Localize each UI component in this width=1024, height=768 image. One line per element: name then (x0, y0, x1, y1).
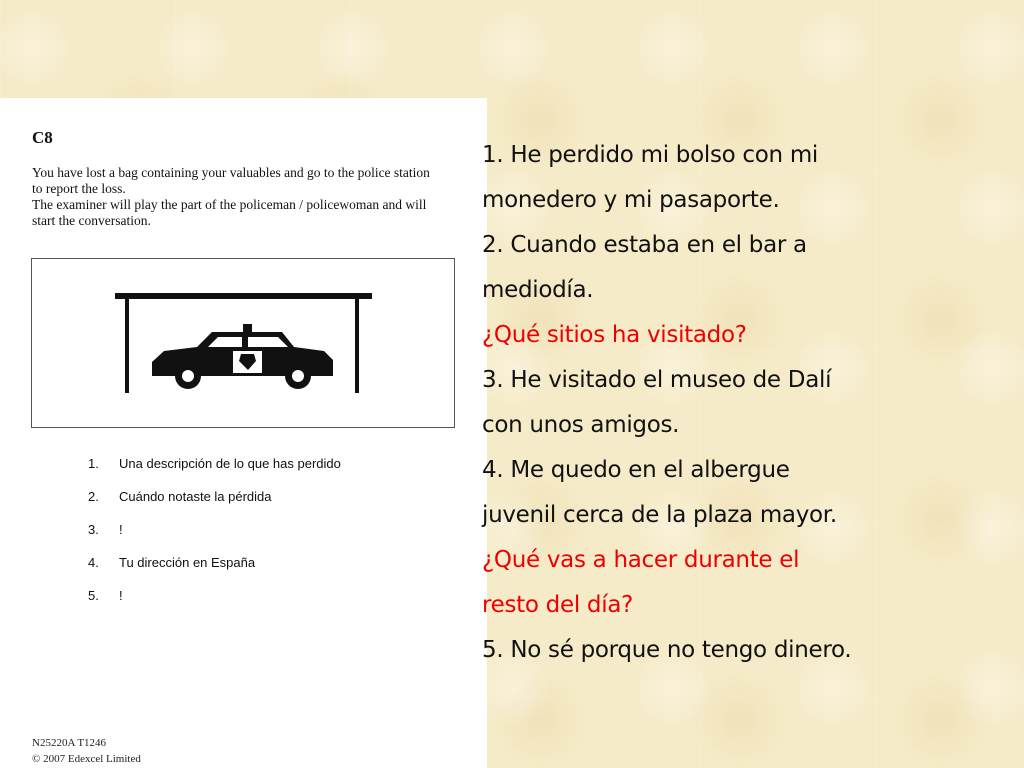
prompt-text: Una descripción de lo que has perdido (119, 456, 341, 471)
examiner-question-line: resto del día? (482, 592, 634, 618)
prompt-number: 5. (88, 588, 99, 603)
examiner-question-line: ¿Qué vas a hacer durante el (482, 547, 800, 573)
list-item (88, 456, 341, 489)
list-item (88, 588, 341, 621)
card-title: C8 (32, 128, 53, 147)
list-item (88, 555, 341, 588)
prompt-number: 2. (88, 489, 99, 504)
prompt-list (88, 456, 341, 621)
instruction-line: to report the loss. (32, 181, 126, 196)
answer-line: mediodía. (482, 277, 594, 303)
answer-line: 2. Cuando estaba en el bar a (482, 232, 807, 258)
answer-line: 1. He perdido mi bolso con mi (482, 142, 819, 168)
answer-line: monedero y mi pasaporte. (482, 187, 780, 213)
prompt-number: 4. (88, 555, 99, 570)
instruction-line: start the conversation. (32, 213, 151, 228)
answer-line: juvenil cerca de la plaza mayor. (482, 502, 837, 528)
instruction-line: You have lost a bag containing your valuables and go to the police station (32, 165, 430, 180)
card-instructions (32, 165, 462, 229)
list-item (88, 522, 341, 555)
picture-box (31, 258, 455, 428)
prompt-number: 1. (88, 456, 99, 471)
prompt-number: 3. (88, 522, 99, 537)
answer-line: 3. He visitado el museo de Dalí (482, 367, 832, 393)
prompt-text: Tu dirección en España (119, 555, 256, 570)
answer-line: 4. Me quedo en el albergue (482, 457, 790, 483)
answer-text (482, 133, 1017, 673)
police-car-icon (32, 259, 454, 427)
prompt-text: ! (119, 588, 123, 603)
footer-code: N25220A T1246 (32, 737, 107, 749)
list-item (88, 489, 341, 522)
examiner-question-line: ¿Qué sitios ha visitado? (482, 322, 747, 348)
prompt-text: ! (119, 522, 123, 537)
answer-line: con unos amigos. (482, 412, 680, 438)
instruction-line: The examiner will play the part of the policeman / policewoman and will (32, 197, 427, 212)
answer-line: 5. No sé porque no tengo dinero. (482, 637, 852, 663)
prompt-text: Cuándo notaste la pérdida (119, 489, 272, 504)
footer-copyright: © 2007 Edexcel Limited (32, 753, 141, 765)
